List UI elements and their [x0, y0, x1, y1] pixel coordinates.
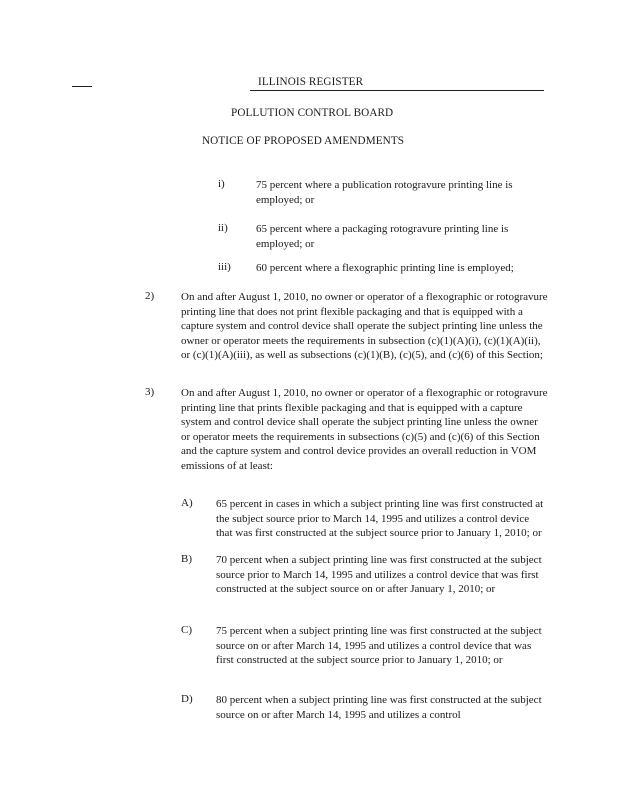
roman-item-label: i) [218, 178, 225, 190]
paragraph-label: 2) [145, 290, 155, 302]
letter-item-text: 80 percent when a subject printing line was first constructed at the subject source on or after March 14, 1995 and utilizes a control [216, 694, 542, 721]
letter-item-label: C) [181, 624, 192, 636]
register-title: ILLINOIS REGISTER [258, 76, 364, 88]
letter-item-label: B) [181, 553, 192, 565]
letter-item-text: 75 percent when a subject printing line was first constructed at the subject source on or after March 14, 1995 and utilizes a control device that was first constructed at the subject source prior to January 1, 2010; or [216, 625, 542, 667]
roman-item-text: 75 percent where a publication rotogravure printing line is employed; or [256, 179, 513, 206]
letter-item-label: D) [181, 693, 193, 705]
board-title: POLLUTION CONTROL BOARD [231, 107, 394, 119]
paragraph-label: 3) [145, 386, 155, 398]
letter-item-text: 70 percent when a subject printing line was first constructed at the subject source prior to March 14, 1995 and utilizes a control device that was first constructed at the subject source on or after January 1, 2010; or [216, 554, 542, 596]
paragraph-text: On and after August 1, 2010, no owner or operator of a flexographic or rotogravure printing line that prints flexible packaging and that is equipped with a capture system and control device shall operate the subject printing line unless the owner or operator meets the requirements in subsections (c)(5) and (c)(6) of this Section and the capture system and control device provides an overall reduction in VOM emissions of at least: [181, 387, 548, 472]
letter-item-text: 65 percent in cases in which a subject printing line was first constructed at the subject source prior to March 14, 1995 and utilizes a control device that was first constructed at the subject source prior to January 1, 2010; or [216, 498, 544, 540]
roman-item-label: iii) [218, 261, 231, 273]
roman-item-text: 60 percent where a flexographic printing line is employed; [256, 262, 514, 274]
letter-item-label: A) [181, 497, 193, 509]
roman-item-label: ii) [218, 222, 228, 234]
roman-item-text: 65 percent where a packaging rotogravure printing line is employed; or [256, 223, 509, 250]
margin-mark [72, 86, 92, 87]
paragraph-text: On and after August 1, 2010, no owner or operator of a flexographic or rotogravure printing line that does not print flexible packaging and that is equipped with a capture system and control device shall operate the subject printing line unless the owner or operator meets the requirements in subsection (c)(1)(A)(i), (c)(1)(A)(ii), or (c)(1)(A)(iii), as well as subsections (c)(1)(B), (c)(5), and (c)(6) of this Section; [181, 291, 548, 362]
notice-title: NOTICE OF PROPOSED AMENDMENTS [202, 135, 405, 147]
header-rule [250, 90, 544, 91]
